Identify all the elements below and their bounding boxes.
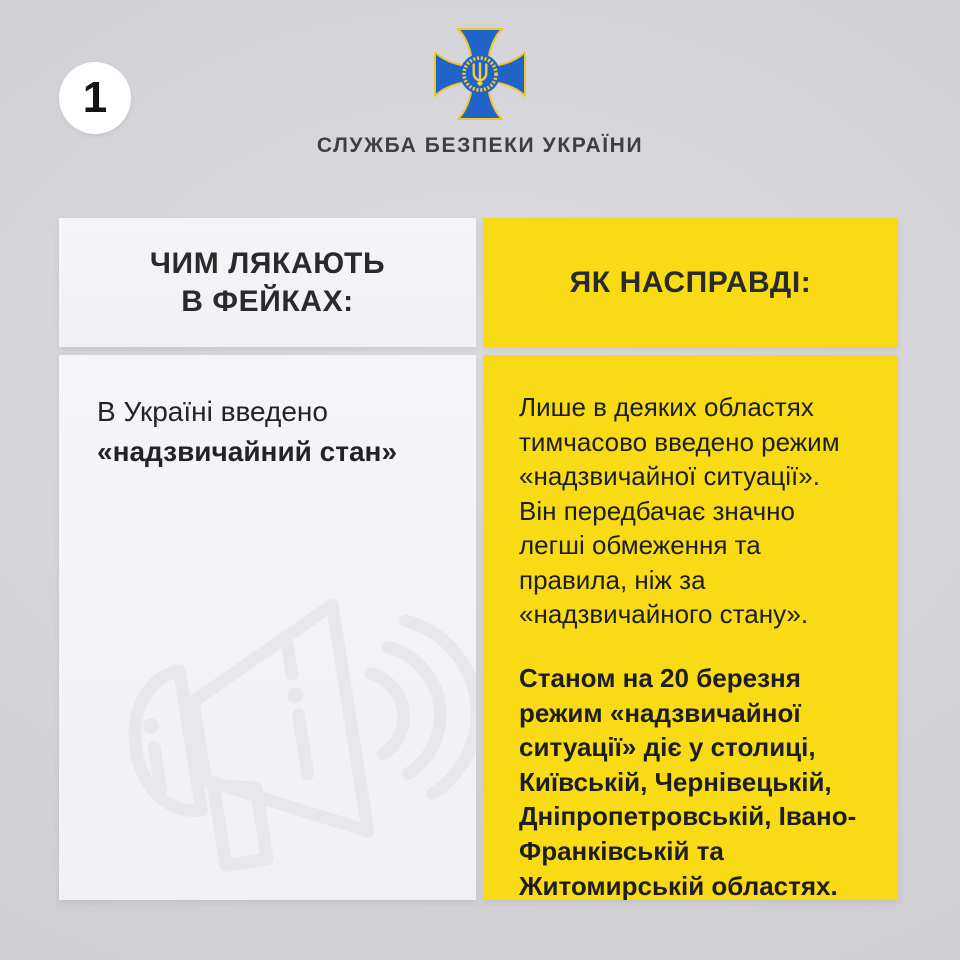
fake-claim-line1: В Україні введено bbox=[97, 396, 328, 427]
fake-title-line1: ЧИМ ЛЯКАЮТЬ bbox=[149, 247, 386, 280]
fake-column bbox=[59, 218, 476, 900]
org-name: СЛУЖБА БЕЗПЕКИ УКРАЇНИ bbox=[316, 134, 644, 157]
fake-claim bbox=[59, 355, 476, 472]
slide-number: 1 bbox=[82, 73, 108, 122]
sbu-emblem-icon bbox=[430, 24, 530, 124]
fake-column-body bbox=[59, 355, 476, 900]
truth-title: ЯК НАСПРАВДІ: bbox=[569, 265, 812, 299]
slide-number-badge bbox=[59, 62, 131, 134]
fake-claim-line2: «надзвичайний стан» bbox=[97, 435, 398, 467]
truth-column bbox=[483, 218, 898, 900]
fake-column-title bbox=[59, 218, 476, 347]
truth-column-title bbox=[483, 218, 898, 347]
truth-column-body bbox=[483, 355, 898, 900]
truth-paragraph-1: Лише в деяких областях тимчасово введено режим «надзвичайної ситуації». Він передбачає значно легші обмеження та правила, ніж за «надзвичайного стану». bbox=[519, 392, 840, 630]
truth-text bbox=[483, 355, 898, 900]
megaphone-icon bbox=[69, 563, 476, 893]
truth-paragraph-2: Станом на 20 березня режим «надзвичайної ситуації» діє у столиці, Київській, Чернівецькій, Дніпропетровській, Івано-Франківській та Житомирській областях. bbox=[519, 663, 857, 900]
fake-title-line2: В ФЕЙКАХ: bbox=[181, 284, 354, 318]
